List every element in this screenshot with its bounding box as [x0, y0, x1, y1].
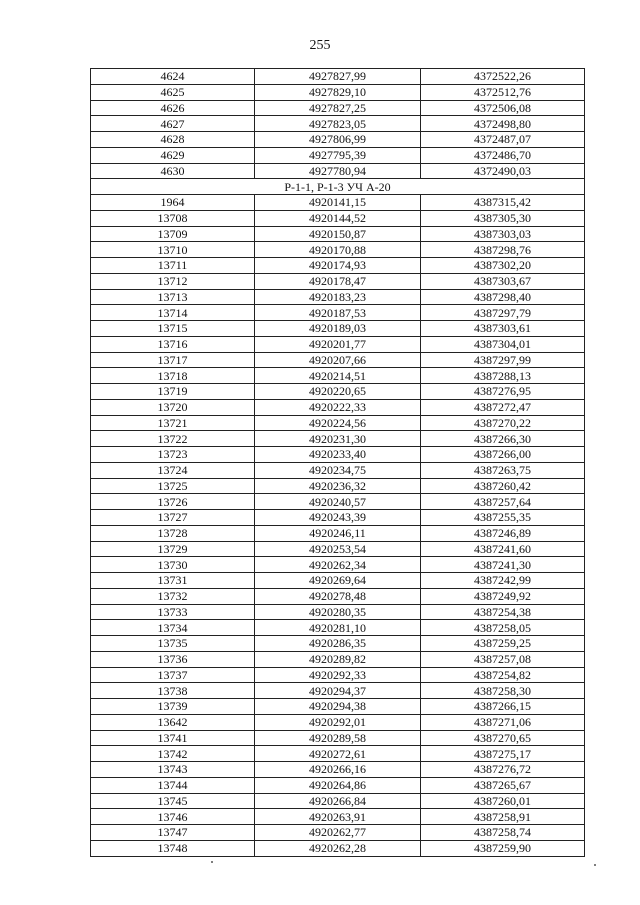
- point-number-cell: 13719: [91, 384, 255, 400]
- x-coordinate-cell: 4920220,65: [255, 384, 421, 400]
- table-row: [91, 714, 585, 730]
- y-coordinate-cell: 4387241,30: [421, 557, 585, 573]
- y-coordinate-cell: 4387260,01: [421, 793, 585, 809]
- y-coordinate-cell: 4387257,08: [421, 651, 585, 667]
- y-coordinate-cell: 4387270,65: [421, 730, 585, 746]
- y-coordinate-cell: 4387257,64: [421, 494, 585, 510]
- point-number-cell: 13708: [91, 210, 255, 226]
- x-coordinate-cell: 4927827,99: [255, 69, 421, 85]
- table-row: [91, 683, 585, 699]
- y-coordinate-cell: 4387298,40: [421, 289, 585, 305]
- y-coordinate-cell: 4387266,30: [421, 431, 585, 447]
- x-coordinate-cell: 4920141,15: [255, 195, 421, 211]
- table-row: [91, 777, 585, 793]
- y-coordinate-cell: 4387260,42: [421, 478, 585, 494]
- x-coordinate-cell: 4920178,47: [255, 273, 421, 289]
- x-coordinate-cell: 4920278,48: [255, 588, 421, 604]
- x-coordinate-cell: 4920233,40: [255, 447, 421, 463]
- point-number-cell: 13734: [91, 620, 255, 636]
- point-number-cell: 13721: [91, 415, 255, 431]
- table-row: [91, 510, 585, 526]
- table-row: [91, 573, 585, 589]
- table-row: [91, 84, 585, 100]
- point-number-cell: 13713: [91, 289, 255, 305]
- point-number-cell: 13715: [91, 321, 255, 337]
- point-number-cell: 13736: [91, 651, 255, 667]
- y-coordinate-cell: 4387270,22: [421, 415, 585, 431]
- y-coordinate-cell: 4387297,99: [421, 352, 585, 368]
- x-coordinate-cell: 4920253,54: [255, 541, 421, 557]
- page-number: 255: [309, 38, 331, 53]
- point-number-cell: 13746: [91, 809, 255, 825]
- x-coordinate-cell: 4920263,91: [255, 809, 421, 825]
- scan-speck: [211, 861, 213, 863]
- point-number-cell: 4626: [91, 100, 255, 116]
- table-row: [91, 289, 585, 305]
- x-coordinate-cell: 4927806,99: [255, 132, 421, 148]
- y-coordinate-cell: 4387303,61: [421, 321, 585, 337]
- x-coordinate-cell: 4920174,93: [255, 258, 421, 274]
- x-coordinate-cell: 4920294,38: [255, 699, 421, 715]
- table-row: [91, 541, 585, 557]
- point-number-cell: 13732: [91, 588, 255, 604]
- table-row: [91, 336, 585, 352]
- y-coordinate-cell: 4387258,91: [421, 809, 585, 825]
- table-row: [91, 636, 585, 652]
- y-coordinate-cell: 4387303,67: [421, 273, 585, 289]
- y-coordinate-cell: 4387276,72: [421, 762, 585, 778]
- y-coordinate-cell: 4387255,35: [421, 510, 585, 526]
- y-coordinate-cell: 4387265,67: [421, 777, 585, 793]
- y-coordinate-cell: 4387266,00: [421, 447, 585, 463]
- y-coordinate-cell: 4387297,79: [421, 305, 585, 321]
- point-number-cell: 13728: [91, 525, 255, 541]
- table-row: [91, 447, 585, 463]
- table-row: [91, 431, 585, 447]
- table-row: [91, 478, 585, 494]
- y-coordinate-cell: 4372506,08: [421, 100, 585, 116]
- point-number-cell: 13731: [91, 573, 255, 589]
- table-row: [91, 462, 585, 478]
- point-number-cell: 13747: [91, 825, 255, 841]
- point-number-cell: 13741: [91, 730, 255, 746]
- point-number-cell: 4627: [91, 116, 255, 132]
- x-coordinate-cell: 4920183,23: [255, 289, 421, 305]
- table-row: [91, 305, 585, 321]
- y-coordinate-cell: 4387258,05: [421, 620, 585, 636]
- table-row: [91, 825, 585, 841]
- table-row: [91, 809, 585, 825]
- table-row: [91, 557, 585, 573]
- table-row: [91, 762, 585, 778]
- x-coordinate-cell: 4920234,75: [255, 462, 421, 478]
- point-number-cell: 13745: [91, 793, 255, 809]
- x-coordinate-cell: 4920292,01: [255, 714, 421, 730]
- point-number-cell: 13742: [91, 746, 255, 762]
- x-coordinate-cell: 4920170,88: [255, 242, 421, 258]
- x-coordinate-cell: 4927823,05: [255, 116, 421, 132]
- x-coordinate-cell: 4920294,37: [255, 683, 421, 699]
- point-number-cell: 13722: [91, 431, 255, 447]
- y-coordinate-cell: 4387254,82: [421, 667, 585, 683]
- point-number-cell: 13733: [91, 604, 255, 620]
- point-number-cell: 4629: [91, 147, 255, 163]
- table-row: [91, 116, 585, 132]
- y-coordinate-cell: 4387258,30: [421, 683, 585, 699]
- x-coordinate-cell: 4927795,39: [255, 147, 421, 163]
- coordinates-table-top-section: [91, 69, 585, 179]
- table-row: [91, 699, 585, 715]
- point-number-cell: 13727: [91, 510, 255, 526]
- y-coordinate-cell: 4387258,74: [421, 825, 585, 841]
- point-number-cell: 13737: [91, 667, 255, 683]
- table-row: [91, 620, 585, 636]
- point-number-cell: 13709: [91, 226, 255, 242]
- coordinates-table-section-header-group: [91, 179, 585, 195]
- point-number-cell: 13717: [91, 352, 255, 368]
- table-row: [91, 69, 585, 85]
- x-coordinate-cell: 4920150,87: [255, 226, 421, 242]
- table-row: [91, 840, 585, 856]
- y-coordinate-cell: 4387271,06: [421, 714, 585, 730]
- table-row: [91, 195, 585, 211]
- table-row: [91, 210, 585, 226]
- table-row: [91, 321, 585, 337]
- y-coordinate-cell: 4387246,89: [421, 525, 585, 541]
- table-row: [91, 651, 585, 667]
- x-coordinate-cell: 4920262,28: [255, 840, 421, 856]
- y-coordinate-cell: 4387241,60: [421, 541, 585, 557]
- x-coordinate-cell: 4920269,64: [255, 573, 421, 589]
- y-coordinate-cell: 4372498,80: [421, 116, 585, 132]
- y-coordinate-cell: 4387263,75: [421, 462, 585, 478]
- x-coordinate-cell: 4920231,30: [255, 431, 421, 447]
- x-coordinate-cell: 4927780,94: [255, 163, 421, 179]
- x-coordinate-cell: 4920187,53: [255, 305, 421, 321]
- y-coordinate-cell: 4387266,15: [421, 699, 585, 715]
- x-coordinate-cell: 4920222,33: [255, 399, 421, 415]
- point-number-cell: 13712: [91, 273, 255, 289]
- point-number-cell: 4628: [91, 132, 255, 148]
- table-row: [91, 415, 585, 431]
- point-number-cell: 13711: [91, 258, 255, 274]
- section-header-row: [91, 179, 585, 195]
- x-coordinate-cell: 4920207,66: [255, 352, 421, 368]
- x-coordinate-cell: 4920224,56: [255, 415, 421, 431]
- table-row: [91, 258, 585, 274]
- x-coordinate-cell: 4920236,32: [255, 478, 421, 494]
- point-number-cell: 4625: [91, 84, 255, 100]
- point-number-cell: 13729: [91, 541, 255, 557]
- point-number-cell: 13725: [91, 478, 255, 494]
- coordinates-table: [90, 68, 585, 857]
- x-coordinate-cell: 4920201,77: [255, 336, 421, 352]
- y-coordinate-cell: 4387304,01: [421, 336, 585, 352]
- y-coordinate-cell: 4372487,07: [421, 132, 585, 148]
- point-number-cell: 13730: [91, 557, 255, 573]
- table-row: [91, 163, 585, 179]
- x-coordinate-cell: 4920264,86: [255, 777, 421, 793]
- y-coordinate-cell: 4387288,13: [421, 368, 585, 384]
- point-number-cell: 13726: [91, 494, 255, 510]
- point-number-cell: 13735: [91, 636, 255, 652]
- x-coordinate-cell: 4920144,52: [255, 210, 421, 226]
- y-coordinate-cell: 4387272,47: [421, 399, 585, 415]
- point-number-cell: 1964: [91, 195, 255, 211]
- table-row: [91, 399, 585, 415]
- point-number-cell: 13724: [91, 462, 255, 478]
- x-coordinate-cell: 4920189,03: [255, 321, 421, 337]
- table-row: [91, 588, 585, 604]
- point-number-cell: 13743: [91, 762, 255, 778]
- point-number-cell: 13739: [91, 699, 255, 715]
- x-coordinate-cell: 4920292,33: [255, 667, 421, 683]
- section-header: Р-1-1, Р-1-3 УЧ А-20: [91, 179, 585, 195]
- x-coordinate-cell: 4920214,51: [255, 368, 421, 384]
- y-coordinate-cell: 4387305,30: [421, 210, 585, 226]
- table-row: [91, 667, 585, 683]
- y-coordinate-cell: 4387303,03: [421, 226, 585, 242]
- point-number-cell: 13723: [91, 447, 255, 463]
- x-coordinate-cell: 4920262,34: [255, 557, 421, 573]
- x-coordinate-cell: 4920272,61: [255, 746, 421, 762]
- scan-speck: [594, 864, 596, 866]
- table-row: [91, 100, 585, 116]
- x-coordinate-cell: 4920246,11: [255, 525, 421, 541]
- y-coordinate-cell: 4387275,17: [421, 746, 585, 762]
- x-coordinate-cell: 4927829,10: [255, 84, 421, 100]
- x-coordinate-cell: 4920289,82: [255, 651, 421, 667]
- y-coordinate-cell: 4387315,42: [421, 195, 585, 211]
- table-row: [91, 746, 585, 762]
- y-coordinate-cell: 4387249,92: [421, 588, 585, 604]
- y-coordinate-cell: 4372522,26: [421, 69, 585, 85]
- table-row: [91, 525, 585, 541]
- point-number-cell: 4630: [91, 163, 255, 179]
- point-number-cell: 13720: [91, 399, 255, 415]
- x-coordinate-cell: 4920286,35: [255, 636, 421, 652]
- x-coordinate-cell: 4920240,57: [255, 494, 421, 510]
- y-coordinate-cell: 4387298,76: [421, 242, 585, 258]
- table-row: [91, 226, 585, 242]
- table-row: [91, 132, 585, 148]
- y-coordinate-cell: 4372486,70: [421, 147, 585, 163]
- table-row: [91, 147, 585, 163]
- y-coordinate-cell: 4387254,38: [421, 604, 585, 620]
- x-coordinate-cell: 4920243,39: [255, 510, 421, 526]
- x-coordinate-cell: 4920262,77: [255, 825, 421, 841]
- table-row: [91, 494, 585, 510]
- y-coordinate-cell: 4372512,76: [421, 84, 585, 100]
- x-coordinate-cell: 4920280,35: [255, 604, 421, 620]
- table-row: [91, 242, 585, 258]
- point-number-cell: 13748: [91, 840, 255, 856]
- y-coordinate-cell: 4387259,25: [421, 636, 585, 652]
- y-coordinate-cell: 4387259,90: [421, 840, 585, 856]
- table-row: [91, 273, 585, 289]
- x-coordinate-cell: 4927827,25: [255, 100, 421, 116]
- x-coordinate-cell: 4920266,84: [255, 793, 421, 809]
- table-row: [91, 604, 585, 620]
- x-coordinate-cell: 4920281,10: [255, 620, 421, 636]
- point-number-cell: 4624: [91, 69, 255, 85]
- point-number-cell: 13738: [91, 683, 255, 699]
- y-coordinate-cell: 4372490,03: [421, 163, 585, 179]
- y-coordinate-cell: 4387302,20: [421, 258, 585, 274]
- point-number-cell: 13718: [91, 368, 255, 384]
- table-row: [91, 368, 585, 384]
- coordinates-table-bottom-section: [91, 195, 585, 857]
- table-row: [91, 730, 585, 746]
- table-row: [91, 793, 585, 809]
- y-coordinate-cell: 4387242,99: [421, 573, 585, 589]
- x-coordinate-cell: 4920289,58: [255, 730, 421, 746]
- point-number-cell: 13710: [91, 242, 255, 258]
- x-coordinate-cell: 4920266,16: [255, 762, 421, 778]
- point-number-cell: 13714: [91, 305, 255, 321]
- point-number-cell: 13716: [91, 336, 255, 352]
- point-number-cell: 13642: [91, 714, 255, 730]
- table-row: [91, 384, 585, 400]
- table-row: [91, 352, 585, 368]
- y-coordinate-cell: 4387276,95: [421, 384, 585, 400]
- point-number-cell: 13744: [91, 777, 255, 793]
